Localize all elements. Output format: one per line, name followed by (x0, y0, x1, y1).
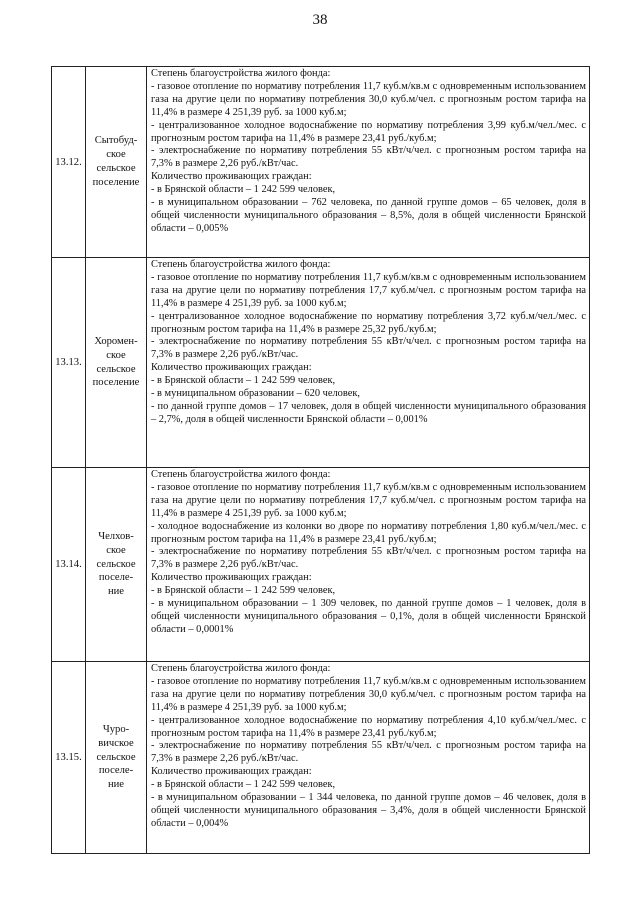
population-item: - в муниципальном образовании – 762 человека, по данной группе домов – 65 человек, доля в общей численности муниципального образования – 8,5%, доля в общей численности Брянской области – 0,005% (151, 197, 586, 234)
settlements-table-body (52, 67, 590, 854)
housing-heading: Степень благоустройства жилого фонда: (151, 68, 331, 79)
settlement-name-line: ние (107, 779, 125, 791)
row-number: 13.12. (52, 67, 86, 258)
table-row (52, 258, 590, 468)
row-number: 13.15. (52, 662, 86, 854)
settlement-name (86, 662, 147, 854)
row-number: 13.13. (52, 258, 86, 468)
population-item: - по данной группе домов – 17 человек, доля в общей численности муниципального образования – 2,7%, доля в общей численности Брянской области – 0,001% (151, 400, 586, 425)
settlement-name (86, 468, 147, 662)
housing-description (147, 67, 590, 258)
settlement-name-line: ское (106, 149, 126, 161)
housing-item: - газовое отопление по нормативу потребления 11,7 куб.м/кв.м с одновременным использованием газа на другие цели по нормативу потребления 17,7 куб.м/чел. с прогнозным ростом тарифа на 11,4% в размере 4 251,39 руб. за 1000 куб.м; (151, 271, 586, 309)
housing-item: - централизованное холодное водоснабжение по нормативу потребления 3,99 куб.м/чел./мес. с прогнозным ростом тарифа на 11,4% в размере 23,41 руб./куб.м; (151, 119, 586, 144)
housing-item: - газовое отопление по нормативу потребления 11,7 куб.м/кв.м с одновременным использованием газа на другие цели по нормативу потребления 30,0 куб.м/чел. с прогнозным ростом тарифа на 11,4% в размере 4 251,39 руб. за 1000 куб.м; (151, 675, 586, 713)
settlement-name-line: Чуро- (102, 724, 130, 736)
housing-heading: Степень благоустройства жилого фонда: (151, 259, 331, 270)
population-item: - в муниципальном образовании – 1 344 человека, по данной группе домов – 46 человек, доля в общей численности муниципального образования – 3,4%, доля в общей численности Брянской области – 0,004% (151, 792, 586, 829)
housing-item: - газовое отопление по нормативу потребления 11,7 куб.м/кв.м с одновременным использованием газа на другие цели по нормативу потребления 30,0 куб.м/чел. с прогнозным ростом тарифа на 11,4% в размере 4 251,39 руб. за 1000 куб.м; (151, 80, 586, 118)
population-heading: Количество проживающих граждан: (151, 766, 312, 778)
housing-item: - электроснабжение по нормативу потребления 55 кВт/ч/чел. с прогнозным ростом тарифа на 7,3% в размере 2,26 руб./кВт/час. (151, 336, 586, 361)
settlement-name-line: вичское (98, 737, 134, 749)
settlements-table (51, 66, 590, 854)
settlement-name-line: поселе- (98, 765, 134, 777)
table-row (52, 67, 590, 258)
settlement-name-line: сельское (96, 163, 136, 174)
housing-description (147, 468, 590, 662)
settlement-name-line: поселе- (98, 572, 134, 584)
housing-description (147, 662, 590, 854)
housing-item: - централизованное холодное водоснабжение по нормативу потребления 3,72 куб.м/чел./мес. с прогнозным ростом тарифа на 11,4% в размере 25,32 руб./куб.м; (151, 310, 586, 335)
row-number: 13.14. (52, 468, 86, 662)
table-row (52, 662, 590, 854)
population-item: - в Брянской области – 1 242 599 человек, (151, 375, 336, 387)
settlement-name-line: сельское (96, 558, 136, 570)
settlement-name-line: сельское (96, 751, 136, 763)
housing-item: - электроснабжение по нормативу потребления 55 кВт/ч/чел. с прогнозным ростом тарифа на 7,3% в размере 2,26 руб./кВт/час. (151, 740, 586, 765)
housing-item: - газовое отопление по нормативу потребления 11,7 куб.м/кв.м с одновременным использованием газа на другие цели по нормативу потребления 17,7 куб.м/чел. с прогнозным ростом тарифа на 11,4% в размере 4 251,39 руб. за 1000 куб.м; (151, 481, 586, 519)
settlement-name-line: Хоромен- (94, 335, 138, 347)
population-item: - в муниципальном образовании – 1 309 человек, по данной группе домов – 1 человек, доля в общей численности муниципального образования – 0,1%, доля в общей численности Брянской области – 0,0001% (151, 598, 586, 635)
settlement-name-line: Сытобуд- (94, 135, 138, 147)
population-item: - в Брянской области – 1 242 599 человек, (151, 585, 336, 597)
settlement-name (86, 258, 147, 468)
table-row (52, 468, 590, 662)
population-item: - в Брянской области – 1 242 599 человек, (151, 779, 336, 791)
settlement-name (86, 67, 147, 258)
population-heading: Количество проживающих граждан: (151, 572, 312, 584)
population-item: - в Брянской области – 1 242 599 человек, (151, 184, 336, 196)
population-item: - в муниципальном образовании – 620 человек, (151, 388, 360, 400)
housing-description (147, 258, 590, 468)
housing-item: - электроснабжение по нормативу потребления 55 кВт/ч/чел. с прогнозным ростом тарифа на 7,3% в размере 2,26 руб./кВт/час. (151, 145, 586, 170)
housing-item: - электроснабжение по нормативу потребления 55 кВт/ч/чел. с прогнозным ростом тарифа на 7,3% в размере 2,26 руб./кВт/час. (151, 546, 586, 571)
settlement-name-line: ское (106, 349, 126, 361)
settlement-name-line: ние (107, 586, 125, 598)
housing-item: - централизованное холодное водоснабжение по нормативу потребления 4,10 куб.м/чел./мес. с прогнозным ростом тарифа на 11,4% в размере 23,41 руб./куб.м; (151, 714, 586, 739)
housing-item: - холодное водоснабжение из колонки во дворе по нормативу потребления 1,80 куб.м/чел./мес. с прогнозным ростом тарифа на 11,4% в размере 23,41 руб./куб.м; (151, 520, 586, 545)
settlement-name-line: поселение (92, 377, 140, 389)
settlement-name-line: Челхов- (98, 531, 134, 543)
settlement-name-line: сельское (96, 363, 136, 375)
page-number: 38 (312, 12, 328, 28)
housing-heading: Степень благоустройства жилого фонда: (151, 469, 331, 480)
population-heading: Количество проживающих граждан: (151, 362, 312, 374)
population-heading: Количество проживающих граждан: (151, 171, 312, 183)
housing-heading: Степень благоустройства жилого фонда: (151, 663, 331, 674)
settlement-name-line: поселение (92, 176, 140, 188)
settlement-name-line: ское (106, 544, 126, 556)
